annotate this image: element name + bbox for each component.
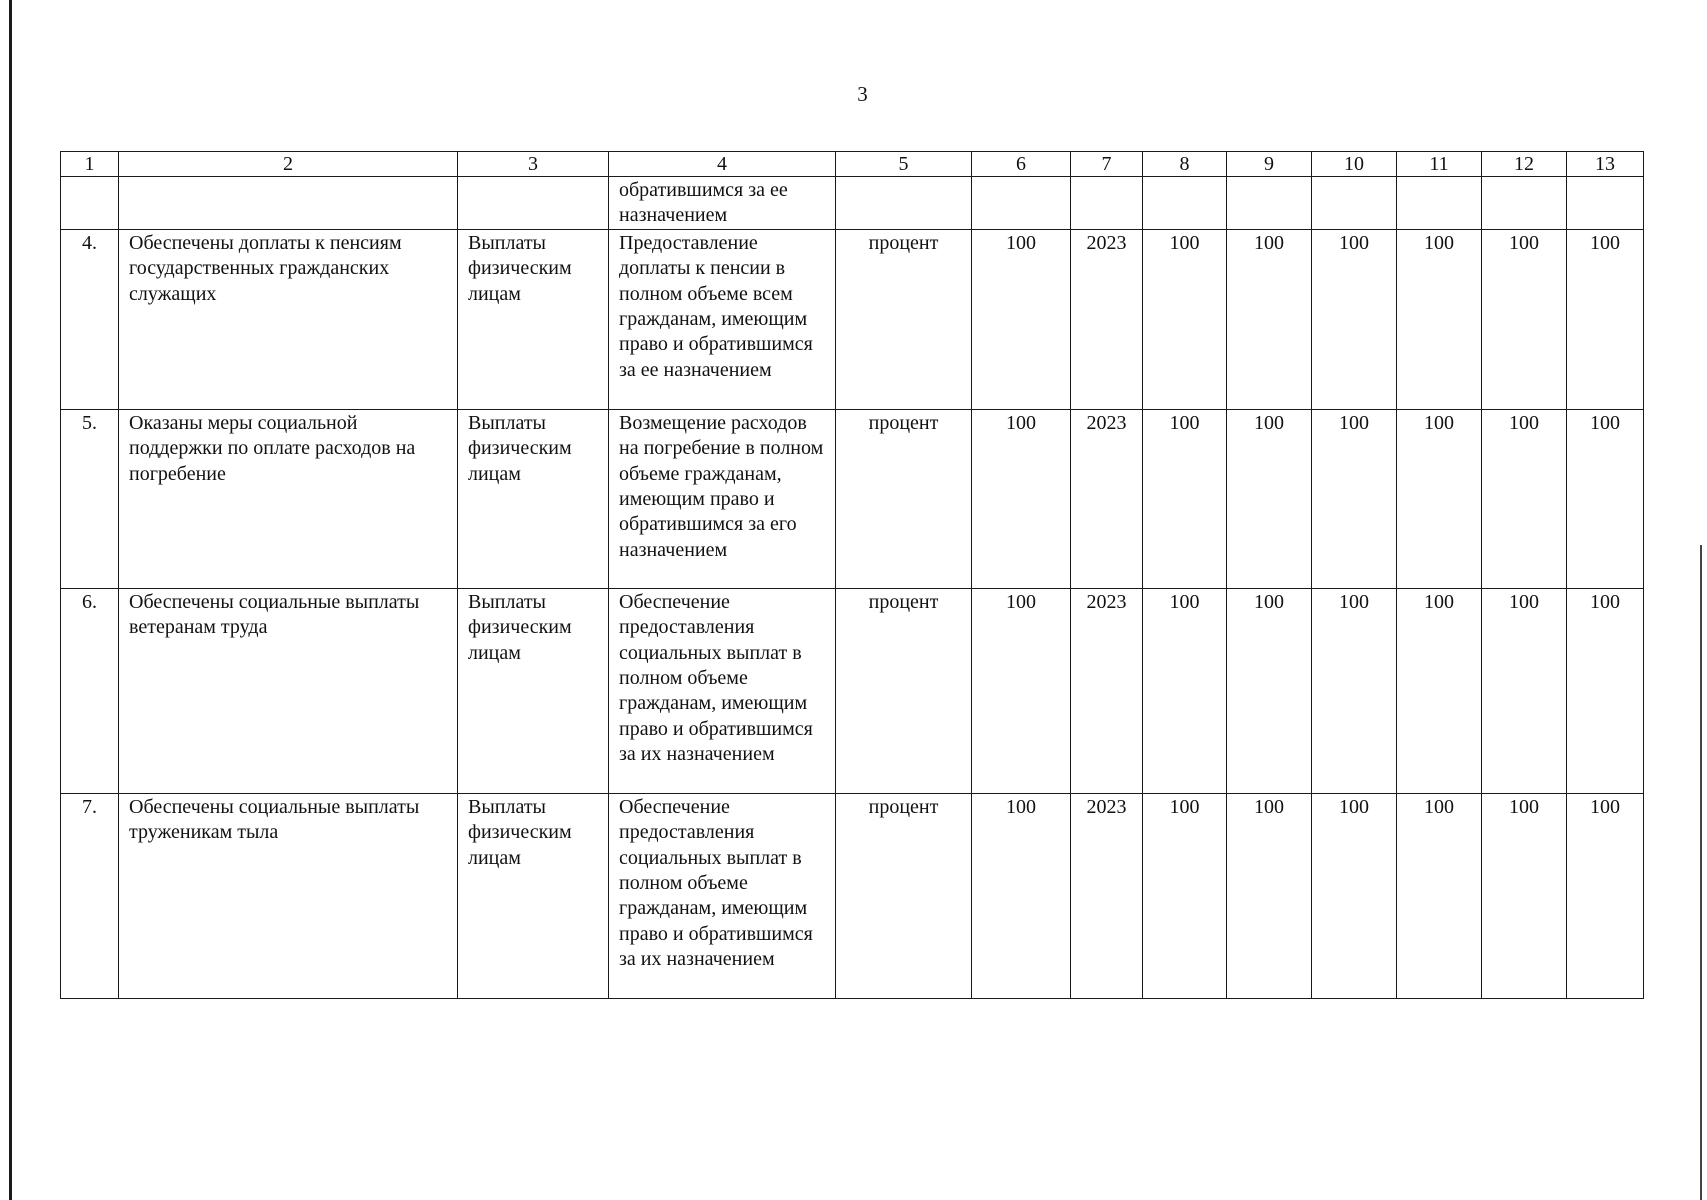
value-cell: 100 <box>1567 588 1644 793</box>
header-cell: 13 <box>1567 152 1644 177</box>
value-cell: 100 <box>1227 588 1312 793</box>
unit-cell: процент <box>836 409 972 588</box>
value-cell: 100 <box>1143 229 1227 409</box>
value-cell: 100 <box>1482 229 1567 409</box>
empty-cell <box>1227 177 1312 230</box>
value-cell: 100 <box>1227 793 1312 998</box>
header-cell: 4 <box>609 152 836 177</box>
row-number-cell: 5. <box>61 409 119 588</box>
base-year-cell: 2023 <box>1071 793 1143 998</box>
row-number-cell: 6. <box>61 588 119 793</box>
value-cell: 100 <box>1143 409 1227 588</box>
table-header-row <box>61 152 1644 177</box>
unit-cell: процент <box>836 229 972 409</box>
unit-cell: процент <box>836 588 972 793</box>
continuation-row <box>61 177 1644 230</box>
description-cell: Возмещение расходов на погребение в полном объеме гражданам, имеющим право и обратившимся за его назначением <box>609 409 836 588</box>
type-cell: Выплаты физическим лицам <box>458 409 609 588</box>
table-row <box>61 409 1644 588</box>
value-cell: 100 <box>1482 409 1567 588</box>
table-row <box>61 793 1644 998</box>
table-row <box>61 229 1644 409</box>
empty-cell <box>1143 177 1227 230</box>
empty-cell <box>1567 177 1644 230</box>
empty-cell <box>119 177 458 230</box>
value-cell: 100 <box>1397 588 1482 793</box>
value-cell: 100 <box>1312 229 1397 409</box>
header-cell: 3 <box>458 152 609 177</box>
table-row <box>61 588 1644 793</box>
base-year-cell: 2023 <box>1071 588 1143 793</box>
type-cell: Выплаты физическим лицам <box>458 229 609 409</box>
value-cell: 100 <box>1567 409 1644 588</box>
header-cell: 5 <box>836 152 972 177</box>
value-cell: 100 <box>1312 793 1397 998</box>
unit-cell: процент <box>836 793 972 998</box>
value-cell: 100 <box>1312 409 1397 588</box>
value-cell: 100 <box>1143 588 1227 793</box>
header-cell: 2 <box>119 152 458 177</box>
header-cell: 8 <box>1143 152 1227 177</box>
value-cell: 100 <box>1227 229 1312 409</box>
base-value-cell: 100 <box>972 229 1071 409</box>
result-cell: Обеспечены социальные выплаты ветеранам труда <box>119 588 458 793</box>
result-cell: Оказаны меры социальной поддержки по оплате расходов на погребение <box>119 409 458 588</box>
header-cell: 7 <box>1071 152 1143 177</box>
value-cell: 100 <box>1397 409 1482 588</box>
right-margin-rule <box>1700 545 1702 1200</box>
row-number-cell: 4. <box>61 229 119 409</box>
empty-cell <box>458 177 609 230</box>
empty-cell <box>1482 177 1567 230</box>
header-cell: 12 <box>1482 152 1567 177</box>
header-cell: 9 <box>1227 152 1312 177</box>
type-cell: Выплаты физическим лицам <box>458 793 609 998</box>
base-year-cell: 2023 <box>1071 229 1143 409</box>
value-cell: 100 <box>1482 588 1567 793</box>
value-cell: 100 <box>1312 588 1397 793</box>
page-number: 3 <box>857 82 868 106</box>
row-number-cell: 7. <box>61 793 119 998</box>
empty-cell <box>1397 177 1482 230</box>
empty-cell <box>1071 177 1143 230</box>
type-cell: Выплаты физическим лицам <box>458 588 609 793</box>
header-cell: 10 <box>1312 152 1397 177</box>
value-cell: 100 <box>1482 793 1567 998</box>
description-cell: Обеспечение предоставления социальных выплат в полном объеме гражданам, имеющим право и обратившимся за их назначением <box>609 588 836 793</box>
empty-cell <box>1312 177 1397 230</box>
left-margin-rule <box>9 0 12 1200</box>
empty-cell <box>61 177 119 230</box>
result-cell: Обеспечены доплаты к пенсиям государственных гражданских служащих <box>119 229 458 409</box>
value-cell: 100 <box>1567 229 1644 409</box>
base-value-cell: 100 <box>972 588 1071 793</box>
base-value-cell: 100 <box>972 793 1071 998</box>
value-cell: 100 <box>1397 793 1482 998</box>
description-cell: Обеспечение предоставления социальных выплат в полном объеме гражданам, имеющим право и обратившимся за их назначением <box>609 793 836 998</box>
base-value-cell: 100 <box>972 409 1071 588</box>
header-cell: 11 <box>1397 152 1482 177</box>
empty-cell <box>836 177 972 230</box>
description-cell: Предоставление доплаты к пенсии в полном объеме всем гражданам, имеющим право и обратившимся за ее назначением <box>609 229 836 409</box>
value-cell: 100 <box>1143 793 1227 998</box>
description-cell: обратившимся за ее назначением <box>609 177 836 230</box>
empty-cell <box>972 177 1071 230</box>
value-cell: 100 <box>1567 793 1644 998</box>
header-cell: 6 <box>972 152 1071 177</box>
value-cell: 100 <box>1227 409 1312 588</box>
value-cell: 100 <box>1397 229 1482 409</box>
result-cell: Обеспечены социальные выплаты труженикам тыла <box>119 793 458 998</box>
header-cell: 1 <box>61 152 119 177</box>
results-table <box>60 151 1644 999</box>
base-year-cell: 2023 <box>1071 409 1143 588</box>
